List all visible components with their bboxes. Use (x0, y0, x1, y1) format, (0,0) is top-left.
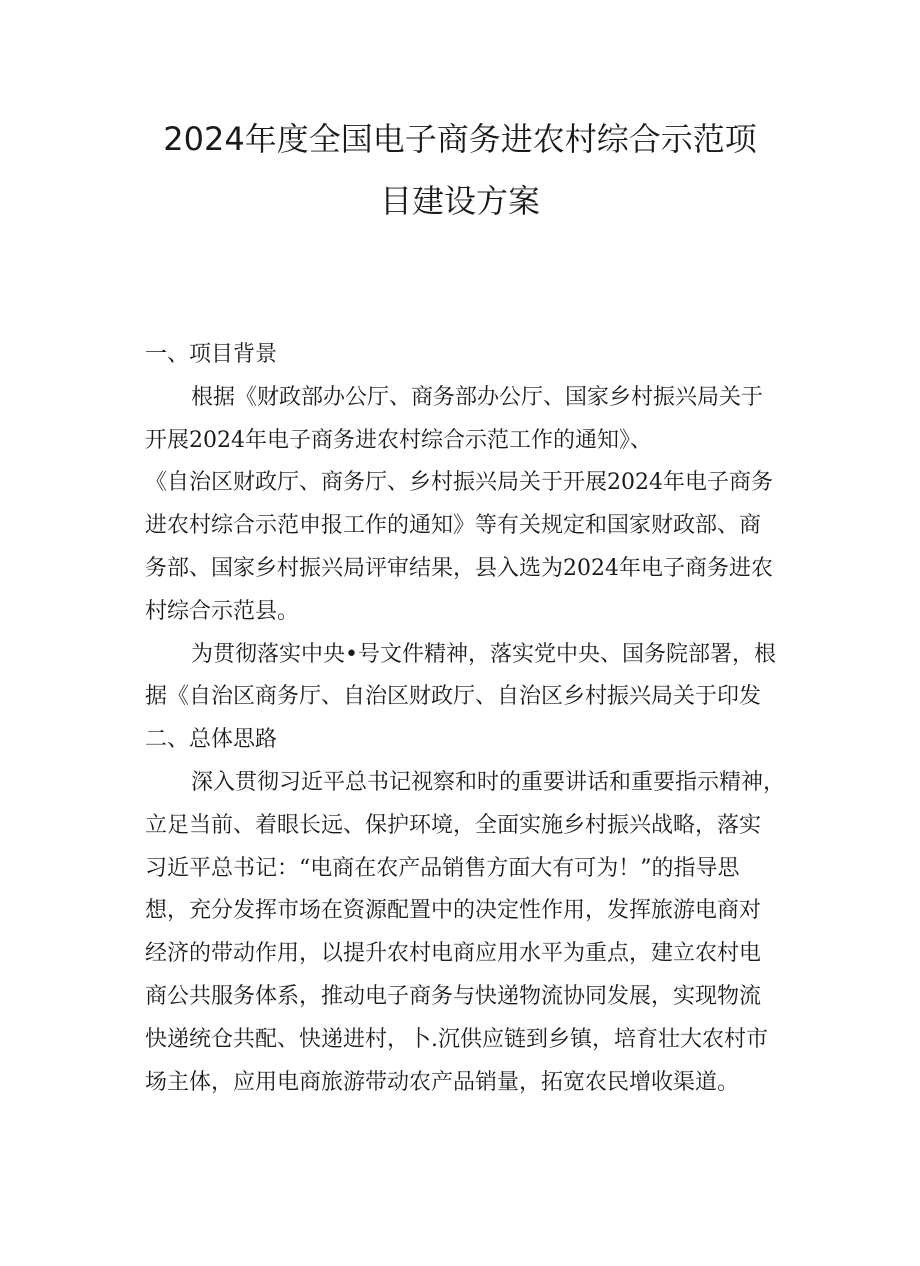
background-paragraph-2 (145, 634, 795, 720)
general-idea-paragraph (145, 762, 795, 1104)
section-heading-general-idea: 二、总体思路 (145, 727, 278, 753)
text-line: 习近平总书记：“电商在农产品销售方面大有可为！”的指导思 (145, 855, 740, 881)
text-line: 快递统仓共配、快递进村，卜.沉供应链到乡镇，培育壮大农村市 (145, 1026, 768, 1052)
text-line: 经济的带动作用，以提升农村电商应用水平为重点，建立农村电 (145, 941, 762, 967)
text-line: 深入贯彻习近平总书记视察和时的重要讲话和重要指示精神， (191, 769, 786, 795)
text-line: 《自治区财政厅、商务厅、乡村振兴局关于开展2024年电子商务 (145, 470, 773, 496)
document-title (150, 108, 770, 232)
document-body (145, 334, 795, 1104)
title-line-2: 目建设方案 (379, 182, 540, 220)
text-line: 商公共服务体系，推动电子商务与快递物流协同发展，实现物流 (145, 983, 762, 1009)
text-line: 据《自治区商务厅、自治区财政厅、自治区乡村振兴局关于印发 (145, 684, 762, 710)
text-line: 开展2024年电子商务进农村综合示范工作的通知》、 (145, 427, 652, 453)
text-line: 根据《财政部办公厅、商务部办公厅、国家乡村振兴局关于 (191, 384, 764, 410)
text-line: 村综合示范县。 (145, 598, 300, 624)
text-line: 为贯彻落实中央•号文件精神，落实党中央、国务院部署，根 (191, 641, 776, 667)
background-paragraph-1 (145, 377, 795, 634)
text-line: 进农村综合示范申报工作的通知》等有关规定和国家财政部、商 (145, 513, 762, 539)
title-line-1: 2024年度全国电子商务进农村综合示范项 (163, 120, 757, 158)
text-line: 务部、国家乡村振兴局评审结果，县入选为2024年电子商务进农 (145, 555, 773, 581)
text-line: 立足当前、着眼长远、保护环境，全面实施乡村振兴战略，落实 (145, 812, 762, 838)
section-heading-background: 一、项目背景 (145, 342, 278, 367)
text-line: 想，充分发挥市场在资源配置中的决定性作用，发挥旅游电商对 (145, 898, 762, 924)
text-line: 场主体，应用电商旅游带动农产品销量，拓宽农民增收渠道。 (145, 1069, 740, 1095)
